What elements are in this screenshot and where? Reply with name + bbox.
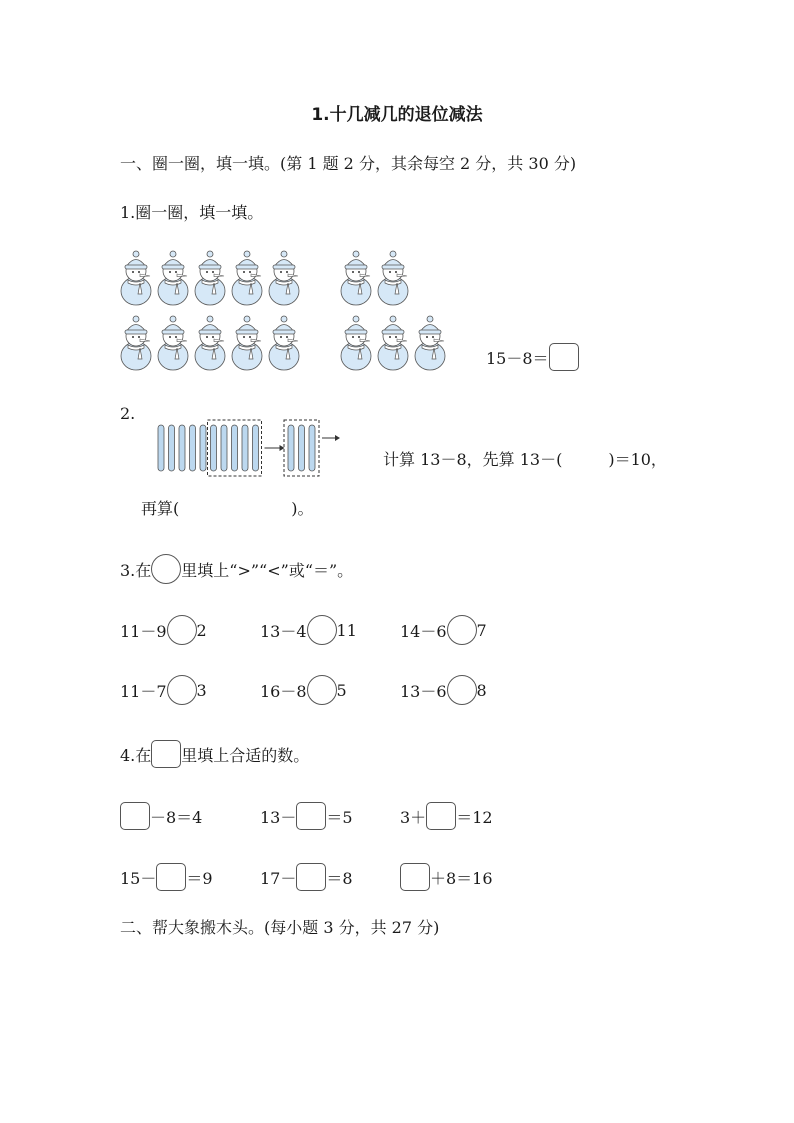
q2-line2-end: )。 — [291, 499, 314, 518]
snowman-icon — [231, 250, 264, 306]
q2-line-2 — [141, 499, 314, 519]
snowman-icon — [231, 315, 264, 371]
fill-box[interactable] — [120, 802, 150, 830]
q4-label — [120, 738, 309, 770]
snowman-icon — [414, 315, 447, 371]
counting-rod — [221, 425, 227, 471]
snowman — [377, 250, 410, 310]
compare-circle[interactable] — [167, 615, 197, 645]
counting-rod — [242, 425, 248, 471]
compare-item — [260, 674, 347, 706]
fill-box[interactable] — [400, 863, 430, 891]
compare-left: 13－6 — [400, 681, 447, 701]
snowman — [268, 315, 301, 375]
fill-after: ＝5 — [326, 807, 353, 827]
snowman-group-4 — [340, 315, 447, 375]
fill-box[interactable] — [426, 802, 456, 830]
arrow-head-icon — [335, 435, 340, 441]
fill-after: ＝8 — [326, 868, 353, 888]
snowman-icon — [268, 250, 301, 306]
snowman-icon — [194, 315, 227, 371]
compare-item — [120, 614, 207, 646]
snowman — [377, 315, 410, 375]
fill-item — [260, 800, 353, 832]
snowman-icon — [194, 250, 227, 306]
q3-label — [120, 553, 353, 585]
q3-circle-sample — [151, 554, 181, 584]
fill-before: 3＋ — [400, 807, 427, 827]
compare-circle[interactable] — [307, 675, 337, 705]
compare-right: 7 — [476, 620, 487, 640]
fill-item — [400, 800, 493, 832]
snowman-group-3 — [120, 315, 301, 375]
compare-circle[interactable] — [167, 675, 197, 705]
snowman — [414, 315, 447, 375]
section-2-heading: 二、帮大象搬木头。(每小题 3 分，共 27 分) — [120, 918, 440, 937]
snowman — [120, 315, 153, 375]
snowman — [194, 250, 227, 310]
counting-rod — [190, 425, 196, 471]
fill-item — [120, 800, 202, 832]
page-title: 1.十几减几的退位减法 — [311, 105, 483, 125]
counting-rod — [200, 425, 206, 471]
snowman — [194, 315, 227, 375]
fill-before: 13－ — [260, 807, 297, 827]
compare-left: 13－4 — [260, 621, 307, 641]
snowman — [157, 250, 190, 310]
compare-item — [120, 674, 207, 706]
snowman — [268, 250, 301, 310]
counting-rod — [299, 425, 305, 471]
compare-right: 5 — [336, 680, 347, 700]
counting-rod — [211, 425, 217, 471]
snowman — [340, 250, 373, 310]
compare-right: 2 — [196, 620, 207, 640]
fill-box[interactable] — [156, 863, 186, 891]
compare-item — [400, 674, 487, 706]
q1-equation-text: 15－8＝ — [486, 348, 549, 368]
q1-label: 1.圈一圈，填一填。 — [120, 203, 264, 222]
compare-circle[interactable] — [447, 675, 477, 705]
q2-text-start: 计算 13－8，先算 13－( — [383, 450, 563, 469]
compare-item — [260, 614, 357, 646]
compare-circle[interactable] — [447, 615, 477, 645]
counting-rod — [288, 425, 294, 471]
fill-item — [400, 861, 493, 893]
snowman-icon — [377, 315, 410, 371]
fill-after: －8＝4 — [150, 807, 203, 827]
snowman-icon — [340, 315, 373, 371]
snowman-group-1 — [120, 250, 301, 310]
counting-rod — [253, 425, 259, 471]
q1-equation — [486, 341, 579, 373]
counting-rod — [179, 425, 185, 471]
snowman — [231, 250, 264, 310]
counting-rod — [169, 425, 175, 471]
q4-label-end: 里填上合适的数。 — [181, 745, 310, 765]
q4-label-start: 4.在 — [120, 745, 152, 765]
compare-right: 11 — [336, 620, 357, 640]
snowman — [120, 250, 153, 310]
fill-after: ＝12 — [456, 807, 493, 827]
snowman — [340, 315, 373, 375]
fill-before: 17－ — [260, 868, 297, 888]
compare-left: 11－7 — [120, 681, 167, 701]
snowman-group-2 — [340, 250, 410, 310]
snowman-icon — [120, 250, 153, 306]
fill-before: 15－ — [120, 868, 157, 888]
counting-rods-figure — [150, 415, 360, 480]
q2-line-1 — [383, 450, 667, 470]
compare-left: 16－8 — [260, 681, 307, 701]
counting-rod — [309, 425, 315, 471]
snowman-icon — [157, 315, 190, 371]
snowman-icon — [157, 250, 190, 306]
compare-right: 8 — [476, 680, 487, 700]
q2-text-end: )＝10， — [608, 450, 667, 469]
compare-right: 3 — [196, 680, 207, 700]
fill-item — [260, 861, 353, 893]
q3-label-start: 3.在 — [120, 560, 152, 580]
fill-item — [120, 861, 213, 893]
snowman — [231, 315, 264, 375]
counting-rod — [232, 425, 238, 471]
q3-label-end: 里填上“>”“<”或“＝”。 — [181, 560, 354, 580]
section-1-heading: 一、圈一圈，填一填。(第 1 题 2 分，其余每空 2 分，共 30 分) — [120, 154, 577, 173]
snowman-icon — [268, 315, 301, 371]
snowman-icon — [377, 250, 410, 306]
q4-box-sample — [151, 740, 181, 768]
q1-answer-box[interactable] — [549, 343, 579, 371]
compare-left: 11－9 — [120, 621, 167, 641]
q2-number: 2. — [120, 404, 136, 423]
fill-box[interactable] — [296, 802, 326, 830]
fill-box[interactable] — [296, 863, 326, 891]
snowman-icon — [120, 315, 153, 371]
snowman — [157, 315, 190, 375]
fill-after: ＝9 — [186, 868, 213, 888]
q2-line2-start: 再算( — [141, 499, 180, 518]
compare-item — [400, 614, 487, 646]
snowman-icon — [340, 250, 373, 306]
compare-circle[interactable] — [307, 615, 337, 645]
fill-after: ＋8＝16 — [430, 868, 493, 888]
counting-rod — [158, 425, 164, 471]
compare-left: 14－6 — [400, 621, 447, 641]
